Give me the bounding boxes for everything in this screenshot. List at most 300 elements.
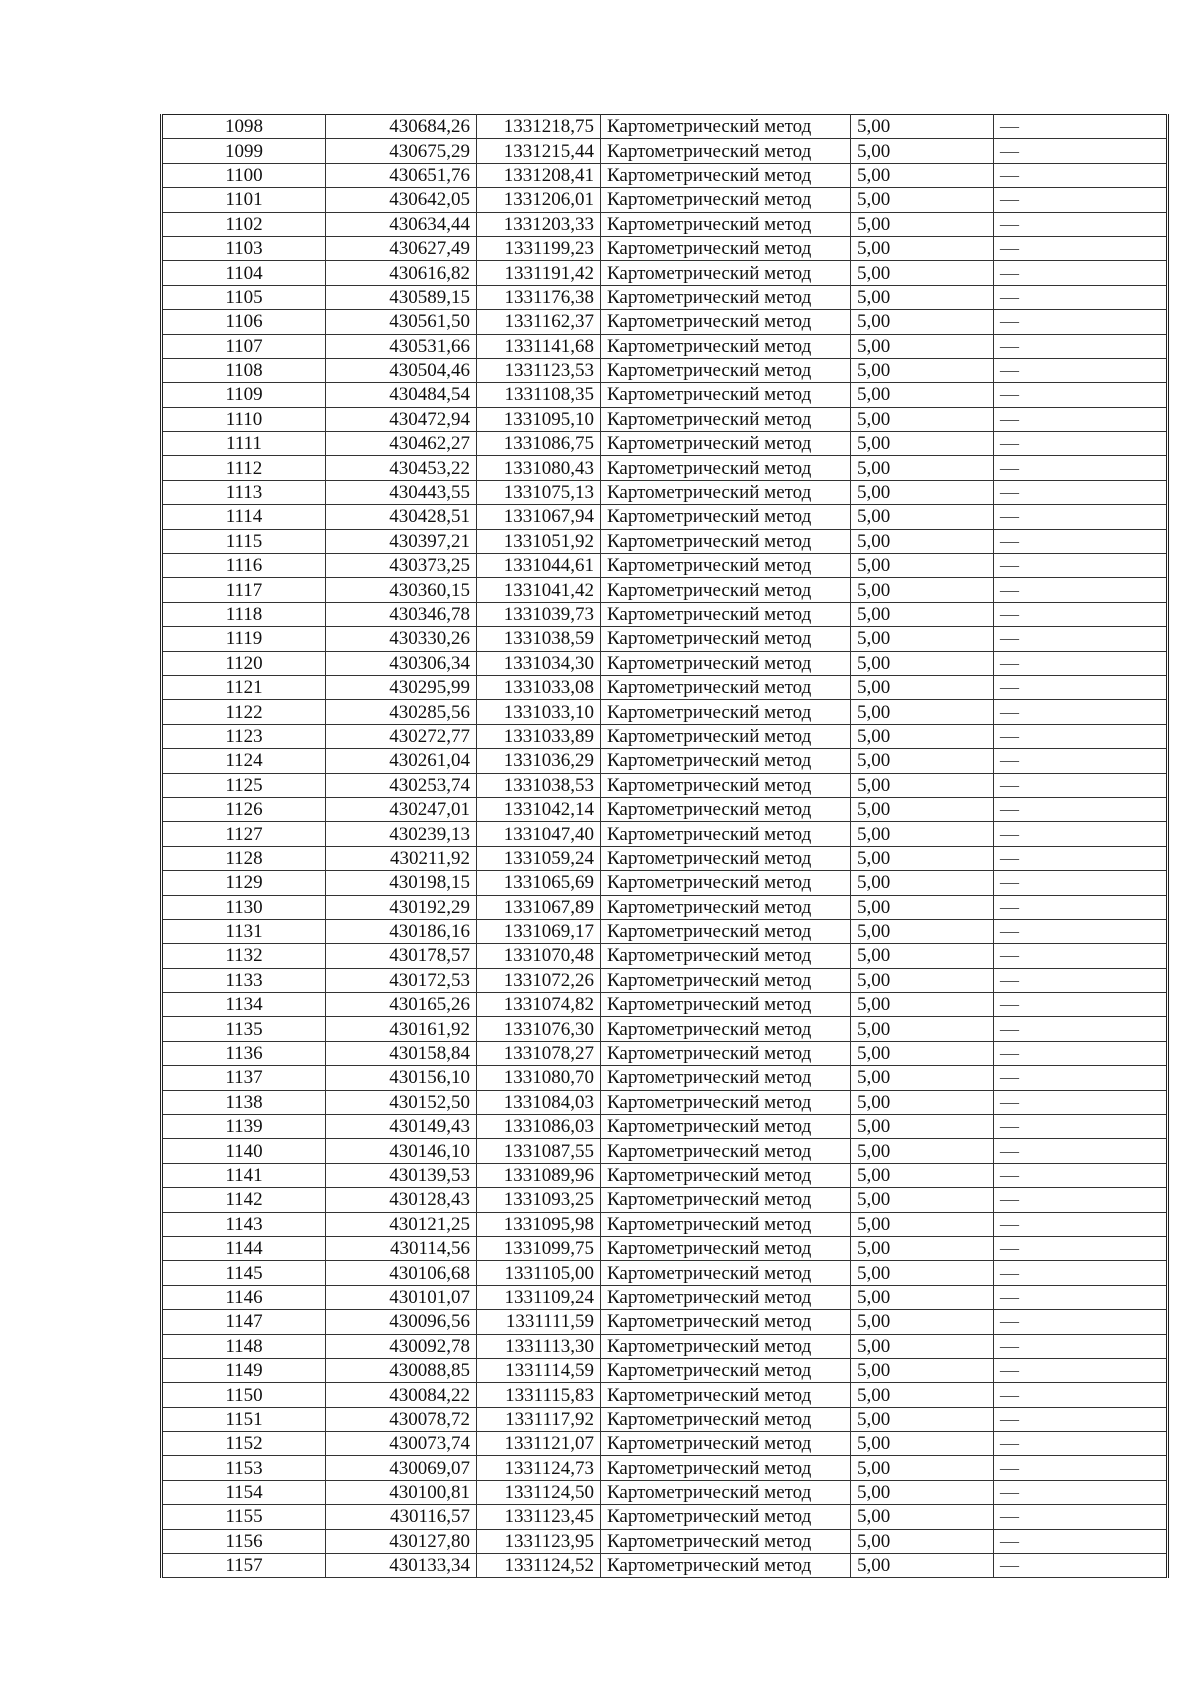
point-number-cell: 1134 <box>162 993 326 1017</box>
table-row <box>162 139 1168 163</box>
point-number-cell: 1129 <box>162 871 326 895</box>
table-row <box>162 1090 1168 1114</box>
y-coordinate-cell: 1331108,35 <box>477 383 601 407</box>
accuracy-cell: 5,00 <box>851 1334 994 1358</box>
table-row <box>162 822 1168 846</box>
x-coordinate-cell: 430642,05 <box>326 188 477 212</box>
accuracy-cell: 5,00 <box>851 1163 994 1187</box>
accuracy-cell: 5,00 <box>851 1407 994 1431</box>
y-coordinate-cell: 1331033,10 <box>477 700 601 724</box>
method-cell: Картометрический метод <box>601 456 851 480</box>
description-cell: — <box>994 651 1168 675</box>
x-coordinate-cell: 430285,56 <box>326 700 477 724</box>
description-cell: — <box>994 1285 1168 1309</box>
method-cell: Картометрический метод <box>601 163 851 187</box>
table-row <box>162 480 1168 504</box>
description-cell: — <box>994 675 1168 699</box>
description-cell: — <box>994 139 1168 163</box>
description-cell: — <box>994 310 1168 334</box>
description-cell: — <box>994 1310 1168 1334</box>
method-cell: Картометрический метод <box>601 1066 851 1090</box>
accuracy-cell: 5,00 <box>851 993 994 1017</box>
accuracy-cell: 5,00 <box>851 1285 994 1309</box>
y-coordinate-cell: 1331051,92 <box>477 529 601 553</box>
method-cell: Картометрический метод <box>601 968 851 992</box>
x-coordinate-cell: 430397,21 <box>326 529 477 553</box>
description-cell: — <box>994 1188 1168 1212</box>
description-cell: — <box>994 261 1168 285</box>
point-number-cell: 1104 <box>162 261 326 285</box>
description-cell: — <box>994 554 1168 578</box>
y-coordinate-cell: 1331099,75 <box>477 1236 601 1260</box>
description-cell: — <box>994 1407 1168 1431</box>
point-number-cell: 1146 <box>162 1285 326 1309</box>
method-cell: Картометрический метод <box>601 1236 851 1260</box>
point-number-cell: 1116 <box>162 554 326 578</box>
table-row <box>162 310 1168 334</box>
description-cell: — <box>994 1505 1168 1529</box>
y-coordinate-cell: 1331075,13 <box>477 480 601 504</box>
description-cell: — <box>994 1554 1168 1578</box>
method-cell: Картометрический метод <box>601 1383 851 1407</box>
method-cell: Картометрический метод <box>601 188 851 212</box>
accuracy-cell: 5,00 <box>851 1554 994 1578</box>
point-number-cell: 1108 <box>162 358 326 382</box>
table-row <box>162 651 1168 675</box>
accuracy-cell: 5,00 <box>851 115 994 139</box>
point-number-cell: 1099 <box>162 139 326 163</box>
table-row <box>162 407 1168 431</box>
x-coordinate-cell: 430330,26 <box>326 627 477 651</box>
point-number-cell: 1111 <box>162 432 326 456</box>
description-cell: — <box>994 480 1168 504</box>
y-coordinate-cell: 1331115,83 <box>477 1383 601 1407</box>
description-cell: — <box>994 236 1168 260</box>
point-number-cell: 1132 <box>162 944 326 968</box>
description-cell: — <box>994 578 1168 602</box>
y-coordinate-cell: 1331065,69 <box>477 871 601 895</box>
y-coordinate-cell: 1331114,59 <box>477 1358 601 1382</box>
point-number-cell: 1130 <box>162 895 326 919</box>
point-number-cell: 1157 <box>162 1554 326 1578</box>
accuracy-cell: 5,00 <box>851 285 994 309</box>
y-coordinate-cell: 1331113,30 <box>477 1334 601 1358</box>
table-row <box>162 456 1168 480</box>
y-coordinate-cell: 1331039,73 <box>477 602 601 626</box>
y-coordinate-cell: 1331203,33 <box>477 212 601 236</box>
x-coordinate-cell: 430453,22 <box>326 456 477 480</box>
method-cell: Картометрический метод <box>601 285 851 309</box>
description-cell: — <box>994 212 1168 236</box>
table-row <box>162 578 1168 602</box>
accuracy-cell: 5,00 <box>851 651 994 675</box>
method-cell: Картометрический метод <box>601 675 851 699</box>
x-coordinate-cell: 430272,77 <box>326 724 477 748</box>
method-cell: Картометрический метод <box>601 1358 851 1382</box>
point-number-cell: 1153 <box>162 1456 326 1480</box>
x-coordinate-cell: 430504,46 <box>326 358 477 382</box>
method-cell: Картометрический метод <box>601 1285 851 1309</box>
x-coordinate-cell: 430443,55 <box>326 480 477 504</box>
accuracy-cell: 5,00 <box>851 895 994 919</box>
point-number-cell: 1127 <box>162 822 326 846</box>
point-number-cell: 1101 <box>162 188 326 212</box>
y-coordinate-cell: 1331215,44 <box>477 139 601 163</box>
table-row <box>162 1310 1168 1334</box>
method-cell: Картометрический метод <box>601 651 851 675</box>
y-coordinate-cell: 1331080,43 <box>477 456 601 480</box>
description-cell: — <box>994 358 1168 382</box>
y-coordinate-cell: 1331034,30 <box>477 651 601 675</box>
x-coordinate-cell: 430088,85 <box>326 1358 477 1382</box>
accuracy-cell: 5,00 <box>851 968 994 992</box>
method-cell: Картометрический метод <box>601 236 851 260</box>
method-cell: Картометрический метод <box>601 1163 851 1187</box>
x-coordinate-cell: 430078,72 <box>326 1407 477 1431</box>
description-cell: — <box>994 1383 1168 1407</box>
description-cell: — <box>994 846 1168 870</box>
point-number-cell: 1148 <box>162 1334 326 1358</box>
accuracy-cell: 5,00 <box>851 773 994 797</box>
description-cell: — <box>994 773 1168 797</box>
y-coordinate-cell: 1331095,98 <box>477 1212 601 1236</box>
accuracy-cell: 5,00 <box>851 358 994 382</box>
point-number-cell: 1112 <box>162 456 326 480</box>
method-cell: Картометрический метод <box>601 261 851 285</box>
accuracy-cell: 5,00 <box>851 1456 994 1480</box>
point-number-cell: 1142 <box>162 1188 326 1212</box>
point-number-cell: 1102 <box>162 212 326 236</box>
accuracy-cell: 5,00 <box>851 675 994 699</box>
description-cell: — <box>994 724 1168 748</box>
table-row <box>162 1285 1168 1309</box>
accuracy-cell: 5,00 <box>851 480 994 504</box>
description-cell: — <box>994 1334 1168 1358</box>
point-number-cell: 1123 <box>162 724 326 748</box>
description-cell: — <box>994 1358 1168 1382</box>
y-coordinate-cell: 1331036,29 <box>477 749 601 773</box>
method-cell: Картометрический метод <box>601 480 851 504</box>
x-coordinate-cell: 430484,54 <box>326 383 477 407</box>
x-coordinate-cell: 430211,92 <box>326 846 477 870</box>
point-number-cell: 1149 <box>162 1358 326 1382</box>
x-coordinate-cell: 430616,82 <box>326 261 477 285</box>
table-row <box>162 1554 1168 1578</box>
accuracy-cell: 5,00 <box>851 1139 994 1163</box>
description-cell: — <box>994 383 1168 407</box>
description-cell: — <box>994 602 1168 626</box>
y-coordinate-cell: 1331067,89 <box>477 895 601 919</box>
table-row <box>162 1139 1168 1163</box>
method-cell: Картометрический метод <box>601 1334 851 1358</box>
description-cell: — <box>994 944 1168 968</box>
point-number-cell: 1131 <box>162 919 326 943</box>
x-coordinate-cell: 430149,43 <box>326 1115 477 1139</box>
x-coordinate-cell: 430121,25 <box>326 1212 477 1236</box>
method-cell: Картометрический метод <box>601 1310 851 1334</box>
accuracy-cell: 5,00 <box>851 797 994 821</box>
x-coordinate-cell: 430133,34 <box>326 1554 477 1578</box>
method-cell: Картометрический метод <box>601 724 851 748</box>
accuracy-cell: 5,00 <box>851 749 994 773</box>
table-row <box>162 1236 1168 1260</box>
description-cell: — <box>994 1163 1168 1187</box>
point-number-cell: 1156 <box>162 1529 326 1553</box>
description-cell: — <box>994 919 1168 943</box>
x-coordinate-cell: 430156,10 <box>326 1066 477 1090</box>
y-coordinate-cell: 1331121,07 <box>477 1432 601 1456</box>
description-cell: — <box>994 1139 1168 1163</box>
y-coordinate-cell: 1331191,42 <box>477 261 601 285</box>
table-row <box>162 1163 1168 1187</box>
point-number-cell: 1144 <box>162 1236 326 1260</box>
accuracy-cell: 5,00 <box>851 554 994 578</box>
table-body <box>162 115 1168 1578</box>
description-cell: — <box>994 1115 1168 1139</box>
table-row <box>162 993 1168 1017</box>
description-cell: — <box>994 188 1168 212</box>
point-number-cell: 1128 <box>162 846 326 870</box>
method-cell: Картометрический метод <box>601 1017 851 1041</box>
accuracy-cell: 5,00 <box>851 871 994 895</box>
accuracy-cell: 5,00 <box>851 212 994 236</box>
point-number-cell: 1110 <box>162 407 326 431</box>
method-cell: Картометрический метод <box>601 871 851 895</box>
x-coordinate-cell: 430172,53 <box>326 968 477 992</box>
x-coordinate-cell: 430472,94 <box>326 407 477 431</box>
x-coordinate-cell: 430634,44 <box>326 212 477 236</box>
accuracy-cell: 5,00 <box>851 1505 994 1529</box>
y-coordinate-cell: 1331199,23 <box>477 236 601 260</box>
accuracy-cell: 5,00 <box>851 944 994 968</box>
y-coordinate-cell: 1331095,10 <box>477 407 601 431</box>
y-coordinate-cell: 1331033,89 <box>477 724 601 748</box>
x-coordinate-cell: 430152,50 <box>326 1090 477 1114</box>
point-number-cell: 1114 <box>162 505 326 529</box>
accuracy-cell: 5,00 <box>851 627 994 651</box>
description-cell: — <box>994 895 1168 919</box>
x-coordinate-cell: 430192,29 <box>326 895 477 919</box>
y-coordinate-cell: 1331123,53 <box>477 358 601 382</box>
point-number-cell: 1150 <box>162 1383 326 1407</box>
accuracy-cell: 5,00 <box>851 407 994 431</box>
method-cell: Картометрический метод <box>601 529 851 553</box>
x-coordinate-cell: 430239,13 <box>326 822 477 846</box>
table-row <box>162 358 1168 382</box>
x-coordinate-cell: 430084,22 <box>326 1383 477 1407</box>
point-number-cell: 1115 <box>162 529 326 553</box>
point-number-cell: 1137 <box>162 1066 326 1090</box>
table-row <box>162 554 1168 578</box>
accuracy-cell: 5,00 <box>851 505 994 529</box>
accuracy-cell: 5,00 <box>851 432 994 456</box>
description-cell: — <box>994 993 1168 1017</box>
point-number-cell: 1136 <box>162 1041 326 1065</box>
description-cell: — <box>994 1090 1168 1114</box>
method-cell: Картометрический метод <box>601 993 851 1017</box>
table-row <box>162 627 1168 651</box>
table-row <box>162 212 1168 236</box>
accuracy-cell: 5,00 <box>851 1115 994 1139</box>
x-coordinate-cell: 430128,43 <box>326 1188 477 1212</box>
method-cell: Картометрический метод <box>601 1188 851 1212</box>
point-number-cell: 1113 <box>162 480 326 504</box>
point-number-cell: 1121 <box>162 675 326 699</box>
description-cell: — <box>994 1261 1168 1285</box>
method-cell: Картометрический метод <box>601 1505 851 1529</box>
description-cell: — <box>994 115 1168 139</box>
description-cell: — <box>994 1066 1168 1090</box>
y-coordinate-cell: 1331038,53 <box>477 773 601 797</box>
description-cell: — <box>994 163 1168 187</box>
method-cell: Картометрический метод <box>601 115 851 139</box>
y-coordinate-cell: 1331162,37 <box>477 310 601 334</box>
table-row <box>162 700 1168 724</box>
point-number-cell: 1124 <box>162 749 326 773</box>
x-coordinate-cell: 430069,07 <box>326 1456 477 1480</box>
description-cell: — <box>994 456 1168 480</box>
y-coordinate-cell: 1331076,30 <box>477 1017 601 1041</box>
table-row <box>162 383 1168 407</box>
x-coordinate-cell: 430306,34 <box>326 651 477 675</box>
y-coordinate-cell: 1331218,75 <box>477 115 601 139</box>
accuracy-cell: 5,00 <box>851 602 994 626</box>
description-cell: — <box>994 797 1168 821</box>
point-number-cell: 1147 <box>162 1310 326 1334</box>
accuracy-cell: 5,00 <box>851 1261 994 1285</box>
y-coordinate-cell: 1331067,94 <box>477 505 601 529</box>
description-cell: — <box>994 871 1168 895</box>
point-number-cell: 1125 <box>162 773 326 797</box>
method-cell: Картометрический метод <box>601 846 851 870</box>
point-number-cell: 1145 <box>162 1261 326 1285</box>
table-row <box>162 1529 1168 1553</box>
x-coordinate-cell: 430127,80 <box>326 1529 477 1553</box>
x-coordinate-cell: 430114,56 <box>326 1236 477 1260</box>
x-coordinate-cell: 430073,74 <box>326 1432 477 1456</box>
accuracy-cell: 5,00 <box>851 1310 994 1334</box>
x-coordinate-cell: 430462,27 <box>326 432 477 456</box>
accuracy-cell: 5,00 <box>851 1480 994 1504</box>
table-row <box>162 724 1168 748</box>
point-number-cell: 1103 <box>162 236 326 260</box>
method-cell: Картометрический метод <box>601 1529 851 1553</box>
method-cell: Картометрический метод <box>601 749 851 773</box>
description-cell: — <box>994 1456 1168 1480</box>
accuracy-cell: 5,00 <box>851 1432 994 1456</box>
y-coordinate-cell: 1331111,59 <box>477 1310 601 1334</box>
y-coordinate-cell: 1331087,55 <box>477 1139 601 1163</box>
x-coordinate-cell: 430198,15 <box>326 871 477 895</box>
table-row <box>162 236 1168 260</box>
y-coordinate-cell: 1331072,26 <box>477 968 601 992</box>
point-number-cell: 1151 <box>162 1407 326 1431</box>
table-row <box>162 163 1168 187</box>
method-cell: Картометрический метод <box>601 1554 851 1578</box>
description-cell: — <box>994 1017 1168 1041</box>
table-row <box>162 1383 1168 1407</box>
y-coordinate-cell: 1331080,70 <box>477 1066 601 1090</box>
point-number-cell: 1141 <box>162 1163 326 1187</box>
method-cell: Картометрический метод <box>601 407 851 431</box>
method-cell: Картометрический метод <box>601 139 851 163</box>
x-coordinate-cell: 430165,26 <box>326 993 477 1017</box>
table-row <box>162 432 1168 456</box>
method-cell: Картометрический метод <box>601 627 851 651</box>
table-row <box>162 1358 1168 1382</box>
y-coordinate-cell: 1331047,40 <box>477 822 601 846</box>
point-number-cell: 1155 <box>162 1505 326 1529</box>
method-cell: Картометрический метод <box>601 1115 851 1139</box>
accuracy-cell: 5,00 <box>851 1090 994 1114</box>
description-cell: — <box>994 1529 1168 1553</box>
y-coordinate-cell: 1331117,92 <box>477 1407 601 1431</box>
description-cell: — <box>994 822 1168 846</box>
accuracy-cell: 5,00 <box>851 1017 994 1041</box>
y-coordinate-cell: 1331044,61 <box>477 554 601 578</box>
y-coordinate-cell: 1331033,08 <box>477 675 601 699</box>
accuracy-cell: 5,00 <box>851 578 994 602</box>
point-number-cell: 1143 <box>162 1212 326 1236</box>
y-coordinate-cell: 1331074,82 <box>477 993 601 1017</box>
method-cell: Картометрический метод <box>601 822 851 846</box>
x-coordinate-cell: 430675,29 <box>326 139 477 163</box>
table-row <box>162 1066 1168 1090</box>
accuracy-cell: 5,00 <box>851 1236 994 1260</box>
x-coordinate-cell: 430360,15 <box>326 578 477 602</box>
point-number-cell: 1120 <box>162 651 326 675</box>
y-coordinate-cell: 1331070,48 <box>477 944 601 968</box>
point-number-cell: 1100 <box>162 163 326 187</box>
point-number-cell: 1135 <box>162 1017 326 1041</box>
method-cell: Картометрический метод <box>601 1041 851 1065</box>
accuracy-cell: 5,00 <box>851 1358 994 1382</box>
accuracy-cell: 5,00 <box>851 724 994 748</box>
table-row <box>162 334 1168 358</box>
point-number-cell: 1109 <box>162 383 326 407</box>
description-cell: — <box>994 968 1168 992</box>
description-cell: — <box>994 334 1168 358</box>
method-cell: Картометрический метод <box>601 1261 851 1285</box>
method-cell: Картометрический метод <box>601 944 851 968</box>
description-cell: — <box>994 285 1168 309</box>
table-row <box>162 285 1168 309</box>
y-coordinate-cell: 1331086,75 <box>477 432 601 456</box>
table-row <box>162 1115 1168 1139</box>
y-coordinate-cell: 1331123,95 <box>477 1529 601 1553</box>
method-cell: Картометрический метод <box>601 1407 851 1431</box>
accuracy-cell: 5,00 <box>851 456 994 480</box>
description-cell: — <box>994 1041 1168 1065</box>
description-cell: — <box>994 1236 1168 1260</box>
accuracy-cell: 5,00 <box>851 846 994 870</box>
y-coordinate-cell: 1331176,38 <box>477 285 601 309</box>
accuracy-cell: 5,00 <box>851 1529 994 1553</box>
accuracy-cell: 5,00 <box>851 919 994 943</box>
y-coordinate-cell: 1331124,52 <box>477 1554 601 1578</box>
method-cell: Картометрический метод <box>601 432 851 456</box>
x-coordinate-cell: 430561,50 <box>326 310 477 334</box>
y-coordinate-cell: 1331208,41 <box>477 163 601 187</box>
description-cell: — <box>994 505 1168 529</box>
x-coordinate-cell: 430589,15 <box>326 285 477 309</box>
point-number-cell: 1133 <box>162 968 326 992</box>
y-coordinate-cell: 1331089,96 <box>477 1163 601 1187</box>
x-coordinate-cell: 430253,74 <box>326 773 477 797</box>
method-cell: Картометрический метод <box>601 1480 851 1504</box>
y-coordinate-cell: 1331069,17 <box>477 919 601 943</box>
y-coordinate-cell: 1331059,24 <box>477 846 601 870</box>
